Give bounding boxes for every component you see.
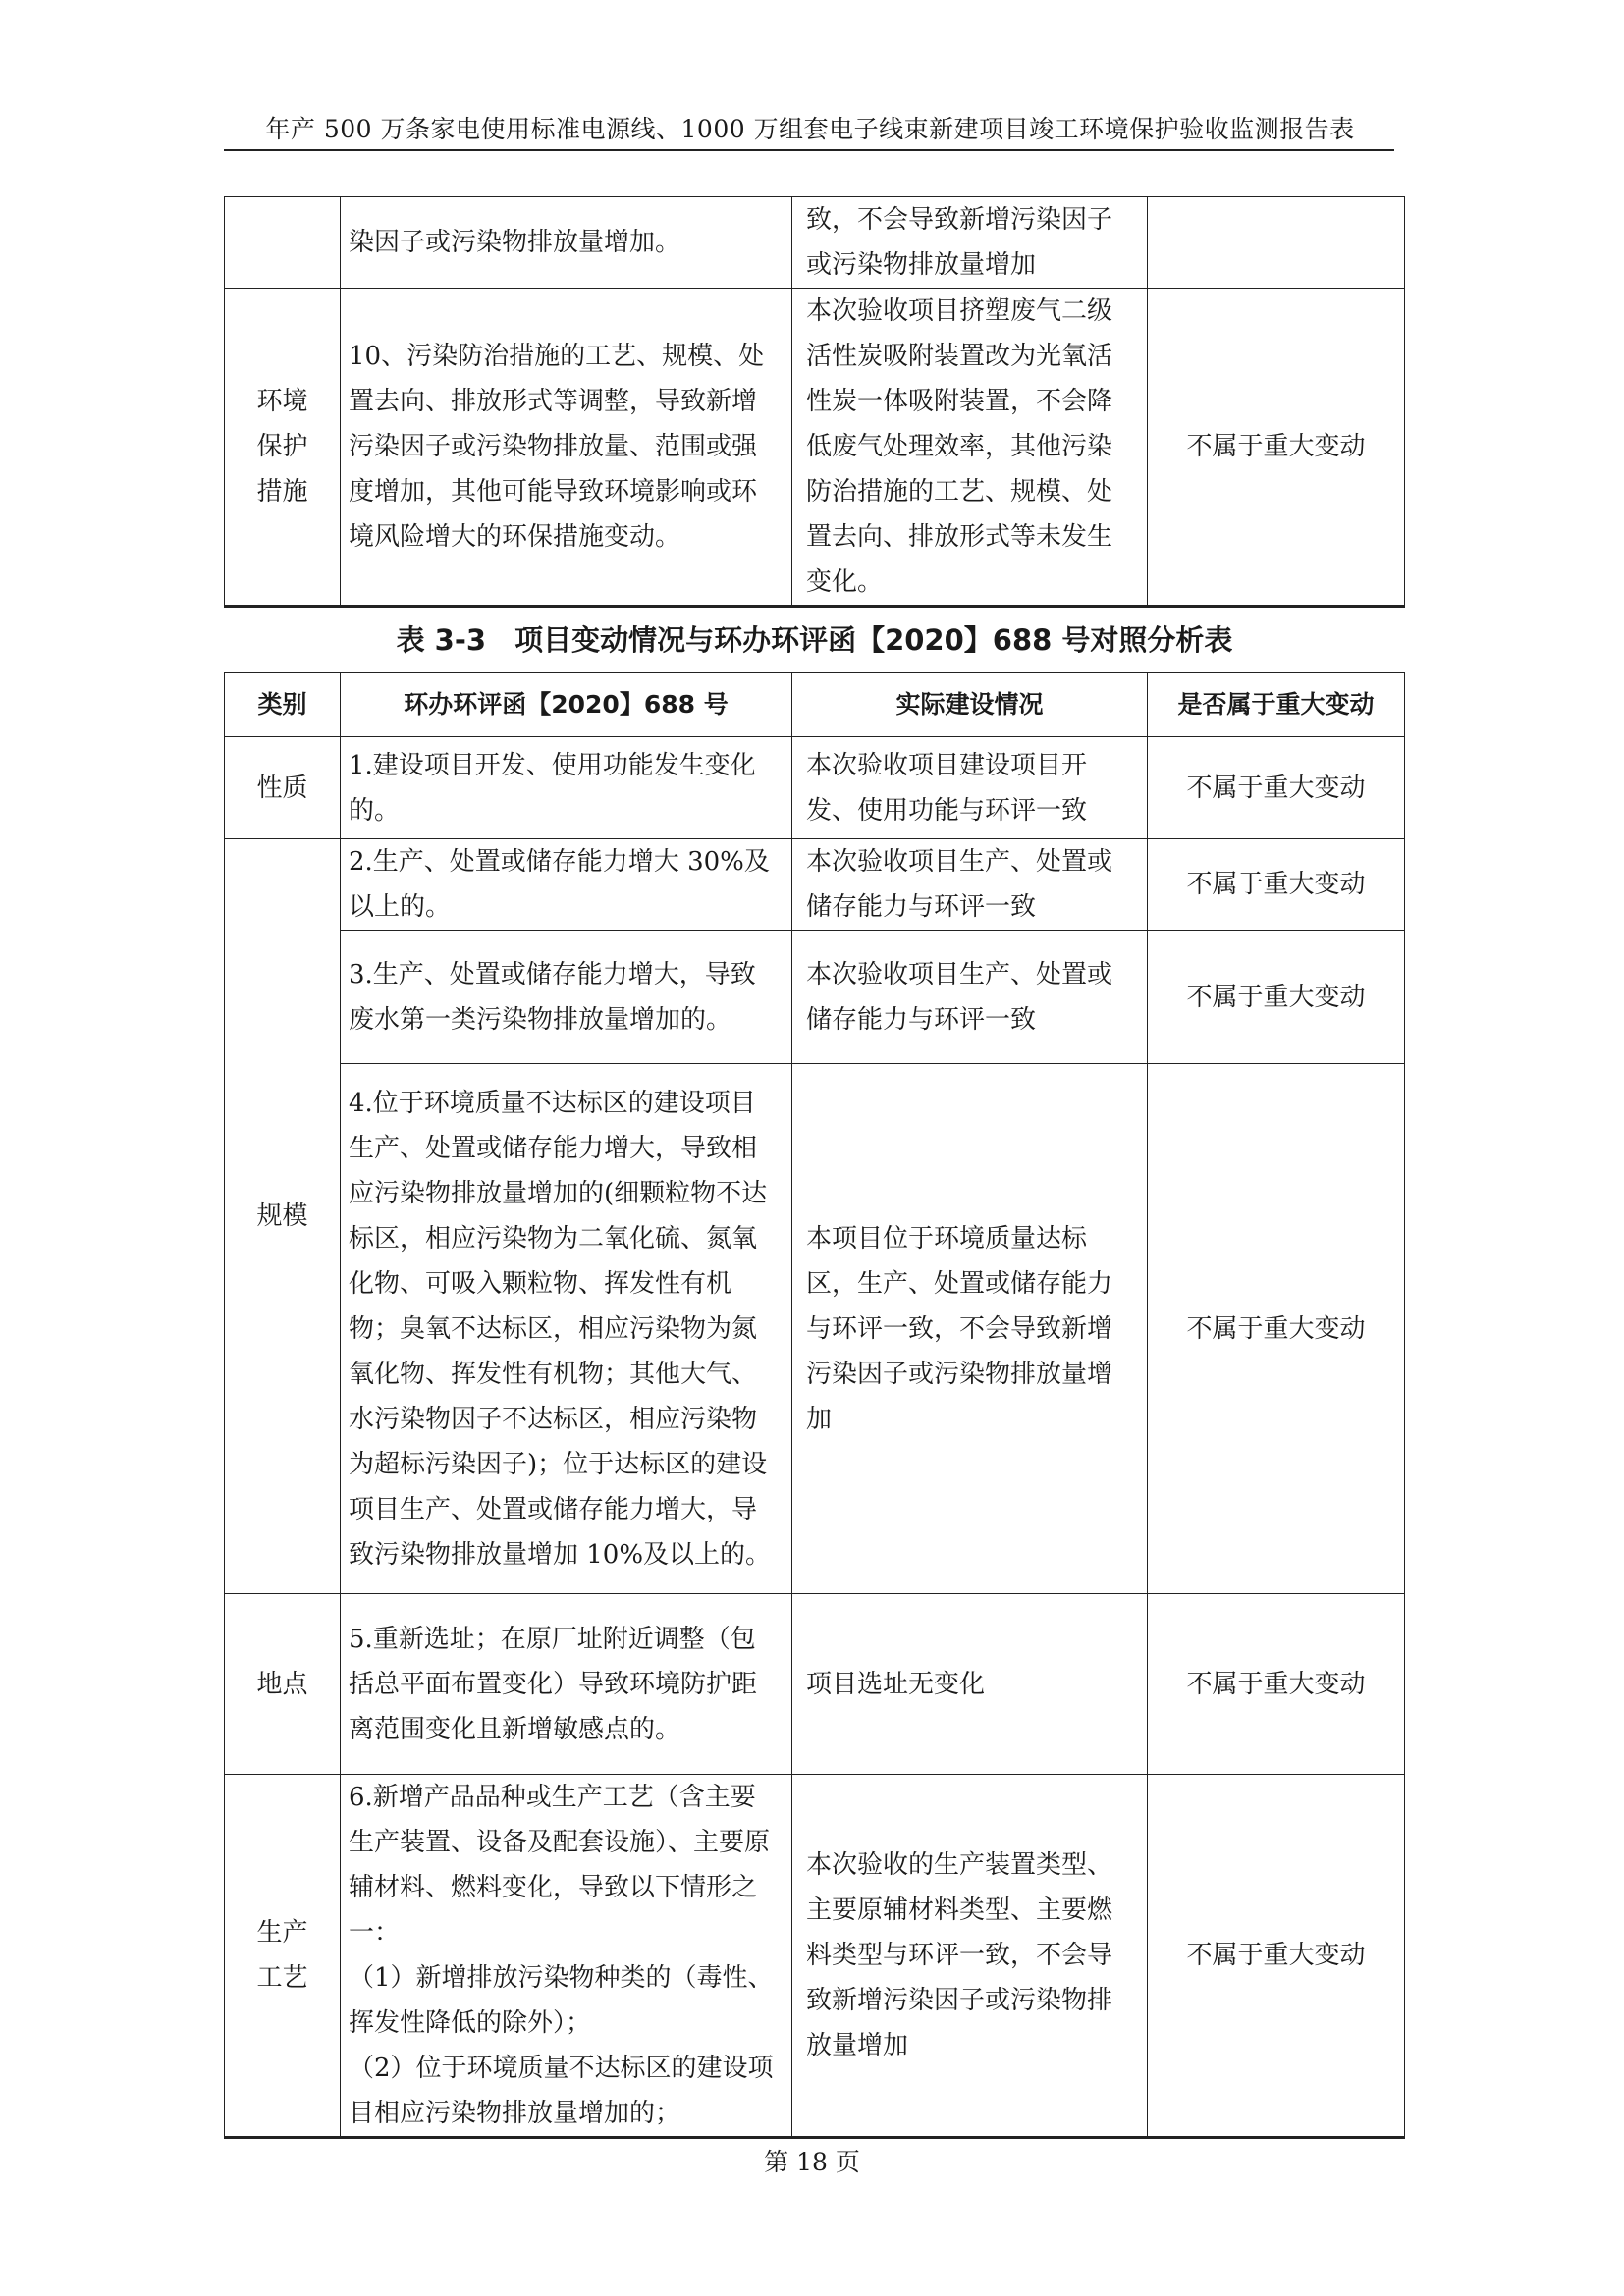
- table-row: [225, 839, 1405, 931]
- requirement-cell: 10、污染防治措施的工艺、规模、处置去向、排放形式等调整，导致新增污染因子或污染物排放量、范围或强度增加，其他可能导致环境影响或环境风险增大的环保措施变动。: [341, 289, 792, 607]
- category-cell: 地点: [225, 1594, 341, 1775]
- comparison-table: [224, 196, 1405, 2139]
- requirement-cell: 4.位于环境质量不达标区的建设项目生产、处置或储存能力增大，导致相应污染物排放量增加的(细颗粒物不达标区，相应污染物为二氧化硫、氮氧化物、可吸入颗粒物、挥发性有机物；臭氧不达标区，相应污染物为氮氧化物、挥发性有机物；其他大气、水污染物因子不达标区，相应污染物为超标污染因子)；位于达标区的建设项目生产、处置或储存能力增大，导致污染物排放量增加 10%及以上的。: [341, 1064, 792, 1594]
- actual-cell: 本次验收项目生产、处置或储存能力与环评一致: [792, 839, 1148, 931]
- table-caption: 表 3-3 项目变动情况与环办环评函【2020】688 号对照分析表: [225, 607, 1405, 673]
- table-row: [225, 197, 1405, 289]
- requirement-line: （2）位于环境质量不达标区的建设项目相应污染物排放量增加的；: [349, 2054, 774, 2128]
- result-cell: 不属于重大变动: [1148, 1064, 1405, 1594]
- result-cell: 不属于重大变动: [1148, 289, 1405, 607]
- requirement-cell: 5.重新选址；在原厂址附近调整（包括总平面布置变化）导致环境防护距离范围变化且新增敏感点的。: [341, 1594, 792, 1775]
- table-header-row: [225, 673, 1405, 737]
- table-caption-row: [225, 607, 1405, 673]
- requirement-cell: [341, 1775, 792, 2138]
- column-header-regulation: 环办环评函【2020】688 号: [341, 673, 792, 737]
- actual-cell: 致，不会导致新增污染因子或污染物排放量增加: [792, 197, 1148, 289]
- result-cell: 不属于重大变动: [1148, 1594, 1405, 1775]
- result-cell: 不属于重大变动: [1148, 839, 1405, 931]
- result-cell: 不属于重大变动: [1148, 931, 1405, 1064]
- page-content: [224, 196, 1404, 2139]
- category-cell: 规模: [225, 839, 341, 1594]
- result-cell: 不属于重大变动: [1148, 737, 1405, 839]
- category-cell: 环境保护措施: [225, 289, 341, 607]
- actual-cell: 本次验收项目生产、处置或储存能力与环评一致: [792, 931, 1148, 1064]
- table-row: [225, 737, 1405, 839]
- actual-cell: 本次验收的生产装置类型、主要原辅材料类型、主要燃料类型与环评一致，不会导致新增污染因子或污染物排放量增加: [792, 1775, 1148, 2138]
- category-cell: 生产工艺: [225, 1775, 341, 2138]
- table-row: [225, 289, 1405, 607]
- page-number: 第 18 页: [764, 2148, 860, 2176]
- actual-cell: 项目选址无变化: [792, 1594, 1148, 1775]
- actual-cell: 本项目位于环境质量达标区，生产、处置或储存能力与环评一致，不会导致新增污染因子或污染物排放量增加: [792, 1064, 1148, 1594]
- category-cell: [225, 197, 341, 289]
- column-header-category: 类别: [225, 673, 341, 737]
- requirement-cell: 染因子或污染物排放量增加。: [341, 197, 792, 289]
- actual-cell: 本次验收项目挤塑废气二级活性炭吸附装置改为光氧活性炭一体吸附装置，不会降低废气处理效率，其他污染防治措施的工艺、规模、处置去向、排放形式等未发生变化。: [792, 289, 1148, 607]
- result-cell: [1148, 197, 1405, 289]
- report-header-title: 年产 500 万条家电使用标准电源线、1000 万组套电子线束新建项目竣工环境保护验收监测报告表: [265, 115, 1355, 143]
- requirement-cell: 2.生产、处置或储存能力增大 30%及以上的。: [341, 839, 792, 931]
- header-rule: [224, 149, 1394, 151]
- table-row: [225, 1064, 1405, 1594]
- table-row: [225, 1594, 1405, 1775]
- requirement-line: 6.新增产品品种或生产工艺（含主要生产装置、设备及配套设施）、主要原辅材料、燃料变化，导致以下情形之一：: [349, 1783, 771, 1948]
- table-row: [225, 1775, 1405, 2138]
- column-header-major-change: 是否属于重大变动: [1148, 673, 1405, 737]
- table-row: [225, 931, 1405, 1064]
- category-cell: 性质: [225, 737, 341, 839]
- requirement-cell: 3.生产、处置或储存能力增大，导致废水第一类污染物排放量增加的。: [341, 931, 792, 1064]
- column-header-actual: 实际建设情况: [792, 673, 1148, 737]
- actual-cell: 本次验收项目建设项目开发、使用功能与环评一致: [792, 737, 1148, 839]
- requirement-line: （1）新增排放污染物种类的（毒性、挥发性降低的除外）；: [349, 1963, 774, 2038]
- result-cell: 不属于重大变动: [1148, 1775, 1405, 2138]
- requirement-cell: 1.建设项目开发、使用功能发生变化的。: [341, 737, 792, 839]
